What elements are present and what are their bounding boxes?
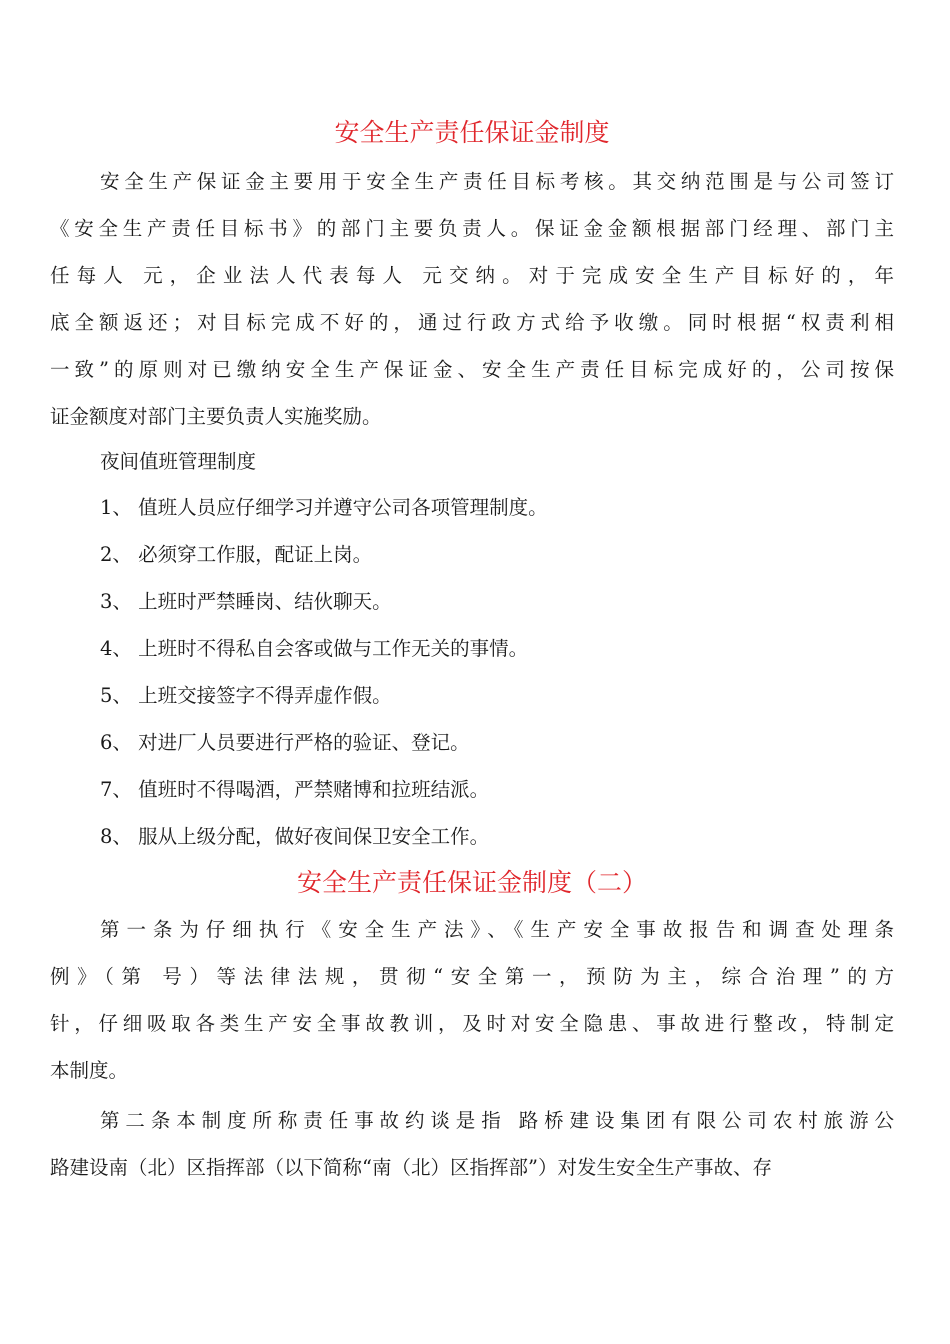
paragraph-line: 第二条本制度所称责任事故约谈是指 路桥建设集团有限公司农村旅游公 [100, 1109, 894, 1132]
paragraph-line: 《安全生产责任目标书》的部门主要负责人。保证金金额根据部门经理、部门主 [50, 217, 894, 240]
list-item: 2、 必须穿工作服，配证上岗。 [100, 543, 373, 566]
list-item: 7、 值班时不得喝酒，严禁赌博和拉班结派。 [100, 778, 490, 801]
paragraph-security-deposit [50, 158, 894, 440]
paragraph-line: 本制度。 [50, 1059, 129, 1082]
paragraph-line: 第一条为仔细执行《安全生产法》、《生产安全事故报告和调查处理条 [100, 918, 894, 941]
paragraph-line: 任每人 元，企业法人代表每人 元交纳。对于完成安全生产目标好的，年 [50, 264, 894, 287]
paragraph-article-1 [50, 906, 894, 1094]
paragraph-line: 一致”的原则对已缴纳安全生产保证金、安全生产责任目标完成好的，公司按保 [50, 358, 894, 381]
paragraph-line: 针，仔细吸取各类生产安全事故教训，及时对安全隐患、事故进行整改，特制定 [50, 1012, 894, 1035]
paragraph-line: 底全额返还；对目标完成不好的，通过行政方式给予收缴。同时根据“权责利相 [50, 311, 894, 334]
paragraph-line: 安全生产保证金主要用于安全生产责任目标考核。其交纳范围是与公司签订 [100, 170, 894, 193]
paragraph-article-2 [50, 1097, 894, 1191]
section-heading-night-duty: 夜间值班管理制度 [100, 450, 257, 473]
list-item: 8、 服从上级分配，做好夜间保卫安全工作。 [100, 825, 490, 848]
list-item: 6、 对进厂人员要进行严格的验证、登记。 [100, 731, 470, 754]
paragraph-line: 例》（第 号）等法律法规，贯彻“安全第一，预防为主，综合治理”的方 [50, 965, 894, 988]
paragraph-line: 路建设南（北）区指挥部（以下简称“南（北）区指挥部”）对发生安全生产事故、存 [50, 1156, 772, 1179]
list-item: 5、 上班交接签字不得弄虚作假。 [100, 684, 392, 707]
list-item: 3、 上班时严禁睡岗、结伙聊天。 [100, 590, 392, 613]
paragraph-line: 证金额度对部门主要负责人实施奖励。 [50, 405, 382, 428]
document-title: 安全生产责任保证金制度 [334, 118, 610, 147]
document-title-2: 安全生产责任保证金制度（二） [296, 868, 647, 897]
night-duty-rules-list [100, 484, 548, 860]
list-item: 1、 值班人员应仔细学习并遵守公司各项管理制度。 [100, 496, 548, 519]
list-item: 4、 上班时不得私自会客或做与工作无关的事情。 [100, 637, 529, 660]
